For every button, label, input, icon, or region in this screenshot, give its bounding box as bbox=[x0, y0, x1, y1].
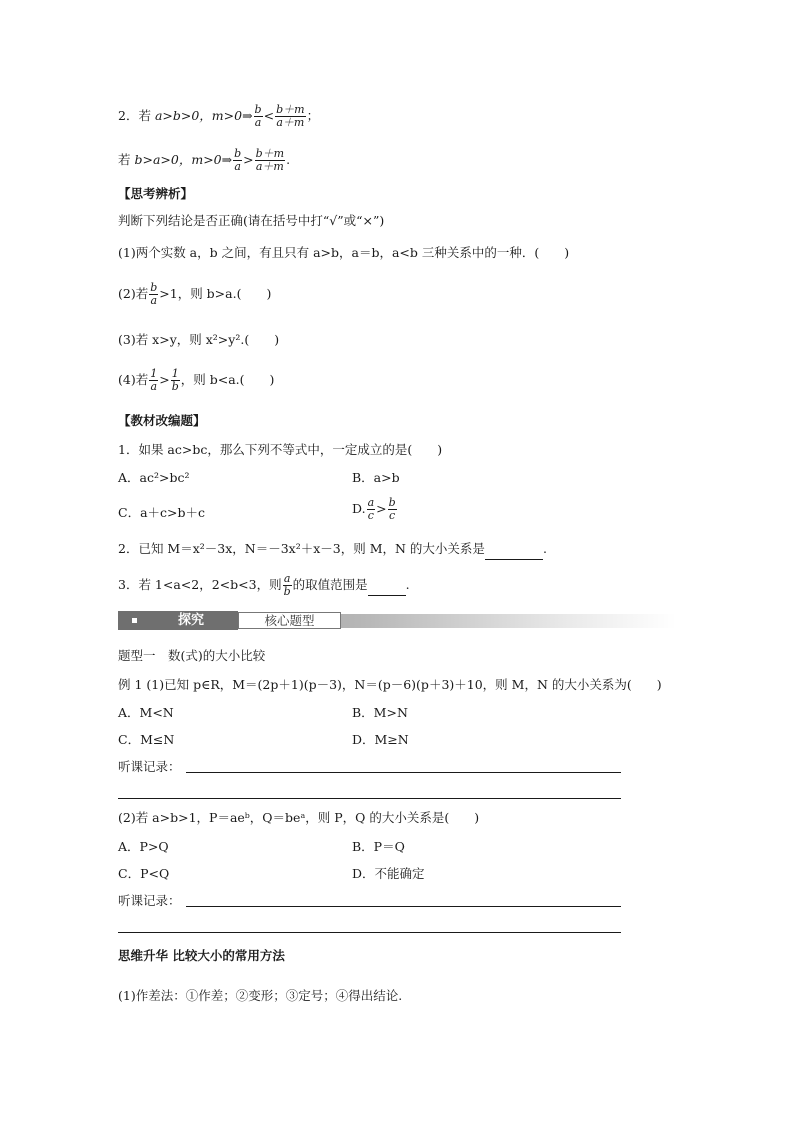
banner-dark-block bbox=[118, 611, 238, 630]
question-text: 2．已知 M＝x²－3x，N＝－3x²＋x－3，则 M，N 的大小关系是 bbox=[118, 541, 485, 556]
numerator: b bbox=[388, 496, 396, 509]
option-c: C．M≤N bbox=[118, 732, 175, 747]
property-2-line bbox=[118, 104, 319, 129]
denominator: c bbox=[367, 509, 374, 522]
numerator: 1 bbox=[150, 367, 158, 380]
banner-subtitle: 核心题型 bbox=[238, 612, 341, 629]
denominator: a＋m bbox=[255, 160, 284, 173]
option-b: B．a>b bbox=[352, 470, 400, 485]
prefix-text: (4)若 bbox=[118, 372, 149, 387]
option-a: A．ac²>bc² bbox=[118, 470, 190, 485]
prefix-text: (2)若 bbox=[118, 286, 149, 301]
think-question-2 bbox=[118, 282, 271, 307]
option-d: D．不能确定 bbox=[352, 866, 425, 881]
denominator: a＋m bbox=[276, 116, 305, 129]
denominator: a bbox=[234, 160, 241, 173]
notes-label: 听课记录： bbox=[118, 893, 181, 908]
notes-line[interactable] bbox=[186, 772, 621, 773]
textbook-header: 【教材改编题】 bbox=[118, 413, 206, 428]
notes-line[interactable] bbox=[186, 906, 621, 907]
fraction-b-over-a bbox=[254, 104, 263, 129]
textbook-question-1: 1．如果 ac>bc，那么下列不等式中，一定成立的是( ) bbox=[118, 442, 443, 457]
think-instruction: 判断下列结论是否正确(请在括号中打“√”或“×”) bbox=[118, 213, 385, 228]
notes-label: 听课记录： bbox=[118, 759, 181, 774]
numerator: 1 bbox=[171, 367, 179, 380]
option-c: C．P<Q bbox=[118, 866, 170, 881]
option-a: A．P>Q bbox=[118, 839, 169, 854]
greater-than: > bbox=[159, 372, 170, 387]
less-than: < bbox=[263, 108, 275, 123]
option-label: D. bbox=[352, 501, 366, 516]
fraction-b-over-a bbox=[149, 282, 158, 307]
period: . bbox=[405, 577, 410, 592]
prefix-text: 若 bbox=[118, 152, 135, 167]
condition-text: a>b>0，m>0⇒ bbox=[154, 108, 253, 123]
think-question-1: (1)两个实数 a，b 之间，有且只有 a>b，a＝b，a<b 三种关系中的一种．( ) bbox=[118, 245, 570, 260]
greater-than: > bbox=[243, 152, 254, 167]
denominator: a bbox=[254, 116, 262, 129]
option-d bbox=[352, 497, 398, 522]
think-question-4 bbox=[118, 368, 274, 393]
semicolon: ； bbox=[306, 108, 320, 123]
question-text: 3．若 1<a<2，2<b<3，则 bbox=[118, 577, 282, 592]
fraction-b-over-c bbox=[388, 497, 397, 522]
type-title: 题型一 数(式)的大小比较 bbox=[118, 648, 266, 663]
numerator: b＋m bbox=[255, 147, 285, 160]
textbook-question-3 bbox=[118, 573, 410, 598]
fraction-b-over-a bbox=[233, 148, 242, 173]
answer-blank[interactable] bbox=[485, 543, 543, 560]
example-1-part-1: 例 1 (1)已知 p∈R，M＝(2p＋1)(p－3)，N＝(p－6)(p＋3)＋10，则 M，N 的大小关系为( ) bbox=[118, 677, 662, 692]
fraction-bm-over-am bbox=[275, 104, 305, 129]
numerator: b bbox=[234, 147, 242, 160]
suffix-text: ，则 b<a.( ) bbox=[180, 372, 275, 387]
denominator: c bbox=[389, 509, 396, 522]
denominator: b bbox=[171, 380, 179, 393]
greater-than: > bbox=[376, 501, 387, 516]
square-bullet-icon bbox=[132, 618, 137, 623]
condition-text: b>a>0，m>0⇒ bbox=[134, 152, 233, 167]
numerator: a bbox=[283, 572, 291, 585]
item-number: 2．若 bbox=[118, 108, 155, 123]
section-banner bbox=[118, 611, 676, 630]
denominator: a bbox=[150, 294, 158, 307]
period: . bbox=[286, 152, 291, 167]
option-b: B．P＝Q bbox=[352, 839, 405, 854]
think-header: 【思考辨析】 bbox=[118, 186, 194, 201]
numerator: b bbox=[254, 103, 262, 116]
fraction-1-over-a bbox=[149, 368, 158, 393]
example-1-part-2: (2)若 a>b>1，P＝aeᵇ，Q＝beᵃ，则 P，Q 的大小关系是( ) bbox=[118, 810, 480, 825]
summary-title: 思维升华 比较大小的常用方法 bbox=[118, 948, 285, 963]
numerator: b bbox=[150, 281, 158, 294]
question-text: 的取值范围是 bbox=[292, 577, 368, 592]
fraction-a-over-b bbox=[283, 573, 292, 598]
option-c: C．a＋c>b＋c bbox=[118, 505, 205, 520]
think-question-3: (3)若 x>y，则 x²>y².( ) bbox=[118, 332, 280, 347]
option-b: B．M>N bbox=[352, 705, 408, 720]
fraction-bm-over-am bbox=[255, 148, 285, 173]
property-2-line-2 bbox=[118, 148, 290, 173]
denominator: a bbox=[150, 380, 157, 393]
fraction-1-over-b bbox=[171, 368, 180, 393]
numerator: a bbox=[367, 496, 375, 509]
banner-title: 探究 bbox=[178, 613, 205, 628]
period: . bbox=[542, 541, 547, 556]
option-a: A．M<N bbox=[118, 705, 174, 720]
summary-item-1: (1)作差法：①作差；②变形；③定号；④得出结论. bbox=[118, 988, 403, 1003]
answer-blank[interactable] bbox=[368, 579, 406, 596]
option-d: D．M≥N bbox=[352, 732, 409, 747]
suffix-text: >1，则 b>a.( ) bbox=[159, 286, 272, 301]
fraction-a-over-c bbox=[367, 497, 376, 522]
notes-line[interactable] bbox=[118, 932, 621, 933]
notes-line[interactable] bbox=[118, 798, 621, 799]
denominator: b bbox=[283, 585, 291, 598]
numerator: b＋m bbox=[276, 103, 305, 116]
textbook-question-2 bbox=[118, 541, 547, 560]
